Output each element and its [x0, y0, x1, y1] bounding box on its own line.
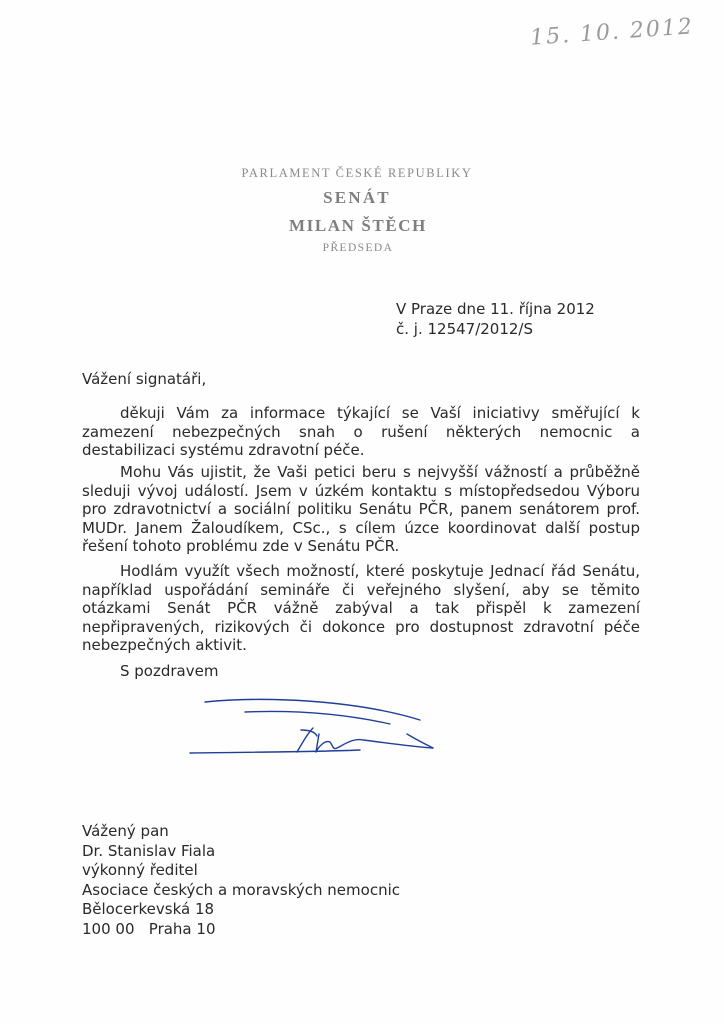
dateline	[396, 299, 595, 339]
reference-number: č. j. 12547/2012/S	[396, 320, 534, 338]
recipient-salutation: Vážený pan	[82, 822, 169, 840]
salutation: Vážení signatáři,	[82, 370, 207, 388]
recipient-street: Bělocerkevská 18	[82, 900, 215, 918]
body-paragraph-1: děkuji Vám za informace týkající se Vaší iniciativy směřující k zamezení nebezpečných snah o rušení některých nemocnic a destabilizaci systému zdravotní péče.	[82, 404, 640, 459]
recipient-name: Dr. Stanislav Fiala	[82, 841, 216, 860]
recipient-city: 100 00 Praha 10	[82, 919, 216, 938]
signature-icon	[185, 690, 445, 770]
recipient-organization: Asociace českých a moravských nemocnic	[82, 880, 400, 899]
place-date: V Praze dne 11. října 2012	[396, 300, 595, 318]
body-paragraph-2: Mohu Vás ujistit, že Vaši petici beru s nejvyšší vážností a průběžně sleduji vývoj událostí. Jsem v úzkém kontaktu s místopředsedou Výboru pro zdravotnictví a sociální politiku Senátu PČR, panem senátorem prof. MUDr. Janem Žaloudíkem, CSc., s cílem úzce koordinovat další postup řešení tohoto problému zde v Senátu PČR.	[82, 463, 640, 555]
closing: S pozdravem	[120, 662, 219, 680]
recipient-title: výkonný ředitel	[82, 861, 198, 879]
letterhead-name: MILAN ŠTĚCH	[288, 216, 428, 235]
handwritten-received-date: 15. 10. 2012	[529, 14, 695, 51]
letterhead-chamber: SENÁT	[323, 188, 391, 207]
letterhead-role: PŘEDSEDA	[322, 242, 394, 254]
letterhead-institution: PARLAMENT ČESKÉ REPUBLIKY	[241, 166, 473, 180]
recipient-address	[82, 822, 400, 939]
body-paragraph-3: Hodlám využít všech možností, které poskytuje Jednací řád Senátu, například uspořádání semináře či veřejného slyšení, aby se těmito otázkami Senát PČR vážně zabýval a tak přispěl k zamezení nepřipravených, rizikových či dokonce pro dostupnost zdravotní péče nebezpečných aktivit.	[82, 562, 640, 654]
